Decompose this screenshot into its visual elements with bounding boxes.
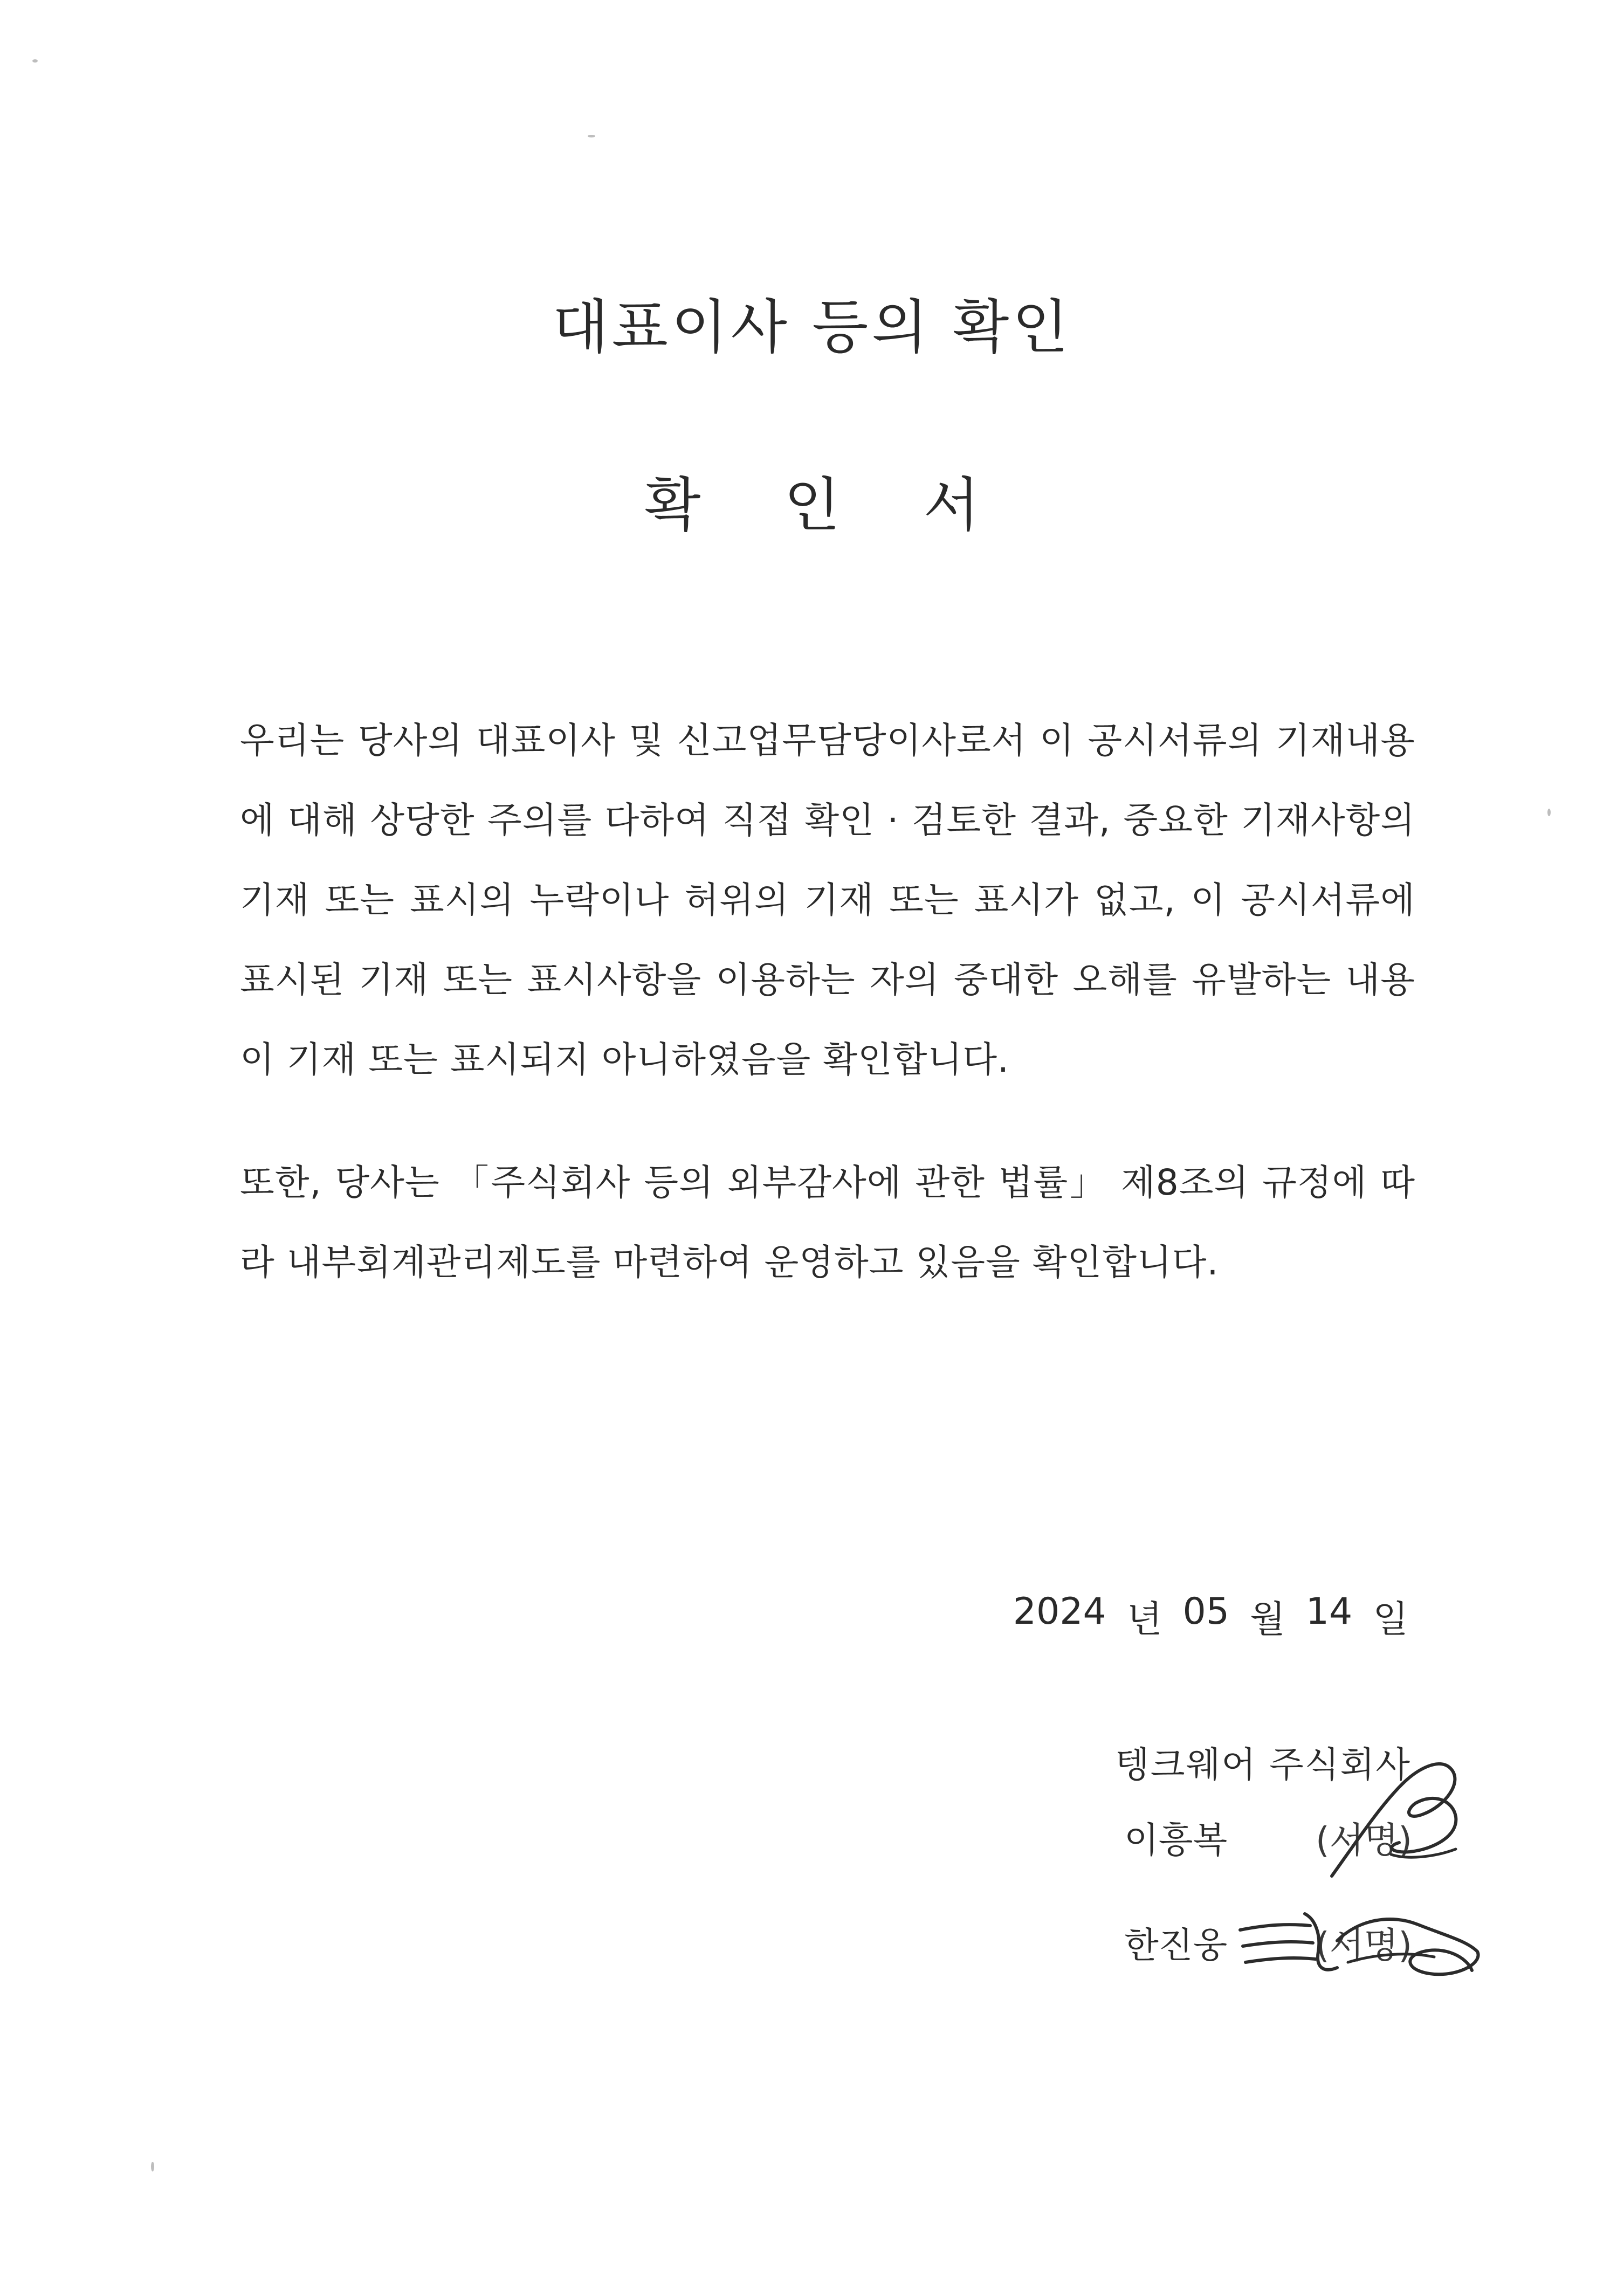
scan-speck xyxy=(588,135,595,137)
date-month-unit: 월 xyxy=(1250,1598,1285,1641)
date-month: 05 xyxy=(1182,1590,1230,1633)
scan-speck xyxy=(32,59,38,63)
company-name: 텡크웨어 주식회사 xyxy=(1114,1744,1411,1785)
date-year: 2024 xyxy=(1013,1590,1106,1633)
confirmation-paragraph: 우리는 당사의 대표이사 및 신고업무담당이사로서 이 공시서류의 기재내용에 대해 상당한 주의를 다하여 직접 확인 · 검토한 결과, 중요한 기재사항의 기재 또는 표시의 누락이나 허위의 기재 또는 표시가 없고, 이 공시서류에 표시된 기재 또는 표시사항을 이용하는 자의 중대한 오해를 유발하는 내용이 기재 또는 표시되지 아니하였음을 확인합니다. xyxy=(240,720,1415,1080)
signature-placeholder: (서명) xyxy=(1316,1925,1413,1966)
signatory-name: 이흥복 xyxy=(1124,1819,1228,1861)
signature-placeholder: (서명) xyxy=(1316,1819,1413,1861)
date-year-unit: 년 xyxy=(1126,1598,1162,1641)
scan-speck xyxy=(1547,809,1551,816)
document-date xyxy=(1013,1590,1408,1643)
scan-speck xyxy=(151,2162,154,2171)
internal-control-paragraph: 또한, 당사는 「주식회사 등의 외부감사에 관한 법률」 제8조의 규정에 따라 내부회계관리제도를 마련하여 운영하고 있음을 확인합니다. xyxy=(240,1162,1415,1283)
date-day-unit: 일 xyxy=(1373,1598,1408,1641)
date-day: 14 xyxy=(1305,1590,1353,1633)
signatory-name: 한진웅 xyxy=(1124,1925,1228,1966)
document-title: 대표이사 등의 확인 xyxy=(552,294,1072,361)
document-subtitle: 확 인 서 xyxy=(644,472,1012,539)
